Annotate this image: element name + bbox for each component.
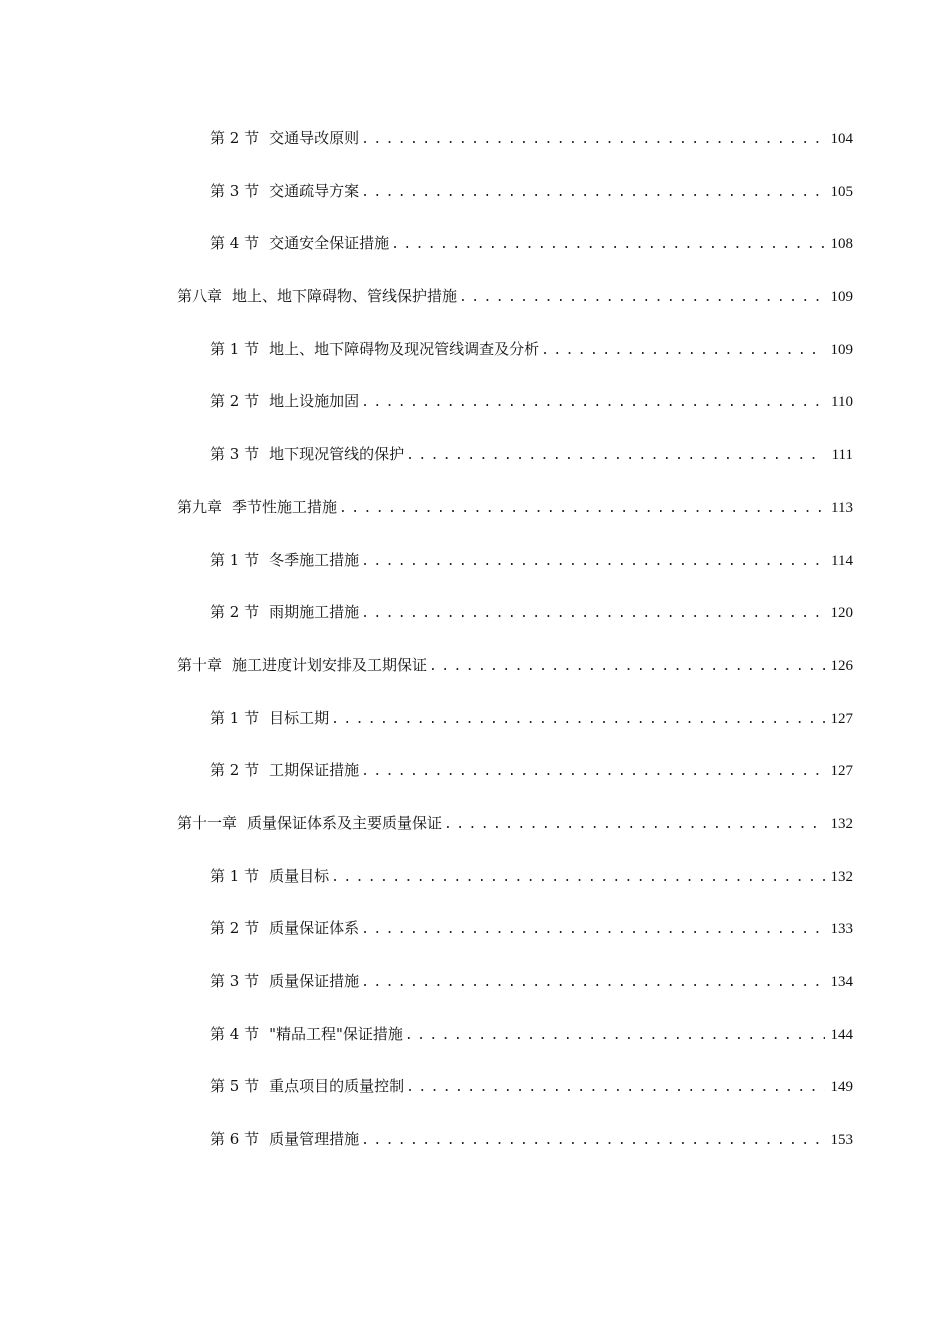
dot-leader bbox=[361, 179, 825, 207]
toc-label bbox=[210, 1125, 359, 1153]
toc-entry-page: 133 bbox=[830, 921, 853, 938]
toc-entry-title: 地上、地下障碍物及现况管线调查及分析 bbox=[269, 339, 540, 358]
toc-entry-page: 109 bbox=[830, 289, 853, 306]
toc-entry-page: 111 bbox=[831, 447, 853, 464]
toc-entry[interactable] bbox=[0, 177, 950, 230]
toc-entry-page: 127 bbox=[830, 763, 853, 780]
toc-entry-number: 第十章 bbox=[177, 655, 223, 674]
dot-leader bbox=[339, 495, 825, 523]
dot-leader bbox=[361, 548, 825, 576]
toc-entry-page: 113 bbox=[831, 499, 853, 516]
toc-entry-number: 第 6 节 bbox=[210, 1130, 260, 1149]
toc-entry-number: 第 4 节 bbox=[210, 234, 260, 253]
toc-entry-title: 地上、地下障碍物、管线保护措施 bbox=[232, 287, 458, 306]
dot-leader bbox=[406, 1074, 825, 1102]
toc-entry[interactable] bbox=[0, 809, 950, 862]
toc-entry-number: 第 1 节 bbox=[210, 550, 260, 569]
toc-entry[interactable] bbox=[0, 493, 950, 546]
toc-label bbox=[210, 1072, 404, 1100]
dot-leader bbox=[331, 864, 825, 892]
toc-label bbox=[177, 651, 427, 679]
toc-entry-title: 质量保证体系及主要质量保证 bbox=[247, 813, 443, 832]
toc-entry-page: 132 bbox=[830, 868, 853, 885]
dot-leader bbox=[361, 1127, 825, 1155]
toc-entry-page: 104 bbox=[830, 131, 853, 147]
dot-leader bbox=[361, 916, 825, 944]
toc-entry-page: 153 bbox=[830, 1132, 853, 1149]
toc-label bbox=[210, 387, 359, 415]
toc-entry[interactable] bbox=[0, 1020, 950, 1073]
toc-label bbox=[177, 809, 442, 837]
toc-entry[interactable] bbox=[0, 124, 950, 177]
dot-leader bbox=[331, 706, 825, 734]
toc-entry-number: 第 1 节 bbox=[210, 339, 260, 358]
toc-label bbox=[210, 1020, 403, 1048]
toc-entry-title: 质量管理措施 bbox=[269, 1130, 360, 1149]
toc-entry-title: 地下现况管线的保护 bbox=[269, 445, 405, 464]
toc-entry-page: 108 bbox=[830, 236, 853, 253]
toc-label bbox=[210, 440, 404, 468]
toc-entry[interactable] bbox=[0, 1072, 950, 1125]
toc-entry-page: 127 bbox=[830, 710, 853, 727]
toc-entry-page: 144 bbox=[830, 1026, 853, 1043]
toc-entry[interactable] bbox=[0, 440, 950, 493]
toc-entry-page: 126 bbox=[830, 657, 853, 674]
toc-entry-number: 第十一章 bbox=[177, 813, 238, 832]
toc-entry-number: 第 2 节 bbox=[210, 392, 260, 411]
toc-entry-number: 第 3 节 bbox=[210, 181, 260, 200]
toc-label bbox=[210, 124, 359, 152]
toc-entry-title: 交通导改原则 bbox=[269, 129, 360, 147]
toc-entry-number: 第 1 节 bbox=[210, 866, 260, 885]
toc-entry-title: 工期保证措施 bbox=[269, 761, 360, 780]
toc-entry[interactable] bbox=[0, 756, 950, 809]
toc-entry-title: 质量保证体系 bbox=[269, 919, 360, 938]
dot-leader bbox=[405, 1022, 825, 1050]
toc-entry-page: 109 bbox=[830, 341, 853, 358]
toc-label bbox=[177, 282, 457, 310]
toc-entry-title: 冬季施工措施 bbox=[269, 550, 360, 569]
toc-label bbox=[210, 914, 359, 942]
toc-entry-number: 第 2 节 bbox=[210, 761, 260, 780]
dot-leader bbox=[406, 442, 825, 470]
toc-entry-number: 第九章 bbox=[177, 497, 223, 516]
toc-entry[interactable] bbox=[0, 862, 950, 915]
toc-entry[interactable] bbox=[0, 598, 950, 651]
toc-entry[interactable] bbox=[0, 229, 950, 282]
dot-leader bbox=[361, 600, 825, 628]
toc-entry-title: 重点项目的质量控制 bbox=[269, 1077, 405, 1096]
toc-entry-page: 110 bbox=[831, 394, 853, 411]
toc-entry-page: 105 bbox=[830, 183, 853, 200]
toc-entry-page: 134 bbox=[830, 974, 853, 990]
dot-leader bbox=[361, 758, 825, 786]
toc-entry-number: 第 1 节 bbox=[210, 708, 260, 727]
toc-label bbox=[210, 177, 359, 205]
toc-entry[interactable] bbox=[0, 546, 950, 599]
toc-entry-title: 地上设施加固 bbox=[269, 392, 360, 411]
toc-entry-number: 第 5 节 bbox=[210, 1077, 260, 1096]
toc-entry[interactable] bbox=[0, 651, 950, 704]
toc-entry-title: 质量目标 bbox=[269, 866, 330, 885]
dot-leader bbox=[391, 231, 825, 259]
toc-entry-page: 149 bbox=[830, 1079, 853, 1096]
toc-label bbox=[210, 862, 329, 890]
toc-label bbox=[210, 229, 389, 257]
toc-entry-title: "精品工程"保证措施 bbox=[269, 1024, 403, 1043]
toc-entry-title: 交通安全保证措施 bbox=[269, 234, 390, 253]
toc-label bbox=[177, 493, 337, 521]
dot-leader bbox=[541, 337, 825, 365]
toc-entry-title: 季节性施工措施 bbox=[232, 497, 338, 516]
toc-entry[interactable] bbox=[0, 704, 950, 757]
dot-leader bbox=[361, 969, 825, 997]
toc-entry-number: 第 3 节 bbox=[210, 445, 260, 464]
toc-entry-title: 施工进度计划安排及工期保证 bbox=[232, 655, 428, 674]
dot-leader bbox=[459, 284, 825, 312]
toc-label bbox=[210, 704, 329, 732]
toc-entry-number: 第 2 节 bbox=[210, 603, 260, 622]
toc-entry[interactable] bbox=[0, 967, 950, 1020]
toc-entry[interactable] bbox=[0, 387, 950, 440]
dot-leader bbox=[361, 389, 825, 417]
toc-entry-title: 雨期施工措施 bbox=[269, 603, 360, 622]
toc-entry-page: 114 bbox=[831, 552, 853, 569]
toc-label bbox=[210, 546, 359, 574]
toc-label bbox=[210, 598, 359, 626]
toc-label bbox=[210, 967, 359, 995]
dot-leader bbox=[429, 653, 825, 681]
toc-entry-number: 第 2 节 bbox=[210, 919, 260, 938]
table-of-contents bbox=[0, 124, 950, 1178]
toc-entry-page: 120 bbox=[830, 605, 853, 622]
toc-entry-title: 交通疏导方案 bbox=[269, 181, 360, 200]
toc-label bbox=[210, 335, 539, 363]
toc-entry[interactable] bbox=[0, 914, 950, 967]
toc-label bbox=[210, 756, 359, 784]
toc-entry-number: 第 2 节 bbox=[210, 129, 260, 147]
toc-entry-title: 质量保证措施 bbox=[269, 972, 360, 990]
toc-entry[interactable] bbox=[0, 282, 950, 335]
toc-entry-number: 第 3 节 bbox=[210, 972, 260, 990]
toc-entry-number: 第八章 bbox=[177, 287, 223, 306]
toc-entry-page: 132 bbox=[830, 815, 853, 832]
dot-leader bbox=[361, 126, 825, 154]
toc-entry[interactable] bbox=[0, 1125, 950, 1178]
toc-entry-number: 第 4 节 bbox=[210, 1024, 260, 1043]
toc-entry-title: 目标工期 bbox=[269, 708, 330, 727]
toc-entry[interactable] bbox=[0, 335, 950, 388]
dot-leader bbox=[444, 811, 825, 839]
